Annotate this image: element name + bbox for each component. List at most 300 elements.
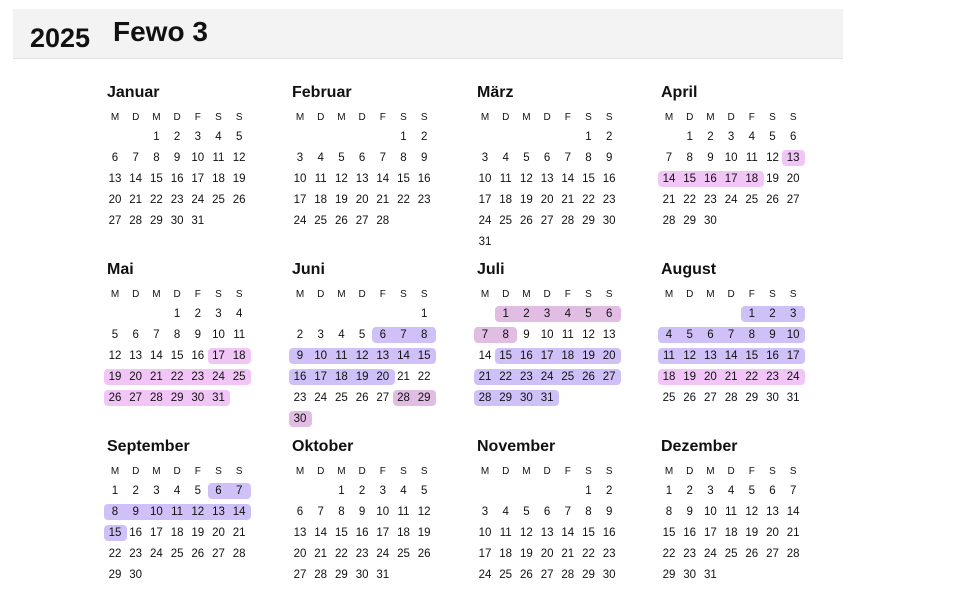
- day-cell[interactable]: 19: [232, 173, 246, 185]
- day-cell[interactable]: 28: [724, 392, 738, 404]
- day-cell[interactable]: 17: [540, 350, 554, 362]
- day-cell[interactable]: 13: [786, 152, 800, 164]
- day-cell[interactable]: 21: [149, 371, 163, 383]
- day-cell[interactable]: 16: [417, 173, 431, 185]
- day-cell[interactable]: 25: [499, 215, 513, 227]
- day-cell[interactable]: 4: [338, 329, 345, 341]
- day-cell[interactable]: 15: [149, 173, 163, 185]
- day-cell[interactable]: 28: [149, 392, 163, 404]
- day-cell[interactable]: 12: [519, 173, 533, 185]
- day-cell[interactable]: 18: [334, 371, 348, 383]
- day-cell[interactable]: 30: [703, 215, 717, 227]
- day-cell[interactable]: 10: [149, 506, 163, 518]
- day-cell[interactable]: 14: [724, 350, 738, 362]
- day-cell[interactable]: 30: [170, 215, 184, 227]
- day-cell[interactable]: 23: [602, 548, 616, 560]
- day-cell[interactable]: 31: [191, 215, 205, 227]
- day-cell[interactable]: 12: [745, 506, 759, 518]
- day-cell[interactable]: 4: [502, 152, 509, 164]
- day-cell[interactable]: 20: [540, 548, 554, 560]
- day-cell[interactable]: 21: [478, 371, 492, 383]
- day-cell[interactable]: 28: [561, 569, 575, 581]
- day-cell[interactable]: 12: [232, 152, 246, 164]
- day-cell[interactable]: 15: [499, 350, 513, 362]
- day-cell[interactable]: 7: [727, 329, 735, 341]
- day-cell[interactable]: 18: [397, 527, 410, 539]
- day-cell[interactable]: 1: [111, 485, 119, 497]
- day-cell[interactable]: 25: [724, 548, 738, 560]
- day-cell[interactable]: 16: [602, 173, 616, 185]
- day-cell[interactable]: 27: [540, 215, 554, 227]
- day-cell[interactable]: 12: [582, 329, 595, 341]
- day-cell[interactable]: 22: [397, 194, 410, 206]
- day-cell[interactable]: 13: [766, 506, 779, 518]
- day-cell[interactable]: 2: [605, 485, 613, 497]
- day-cell[interactable]: 4: [727, 485, 735, 497]
- day-cell[interactable]: 22: [170, 371, 184, 383]
- day-cell[interactable]: 12: [519, 527, 533, 539]
- day-cell[interactable]: 14: [232, 506, 246, 518]
- day-cell[interactable]: 2: [358, 485, 366, 497]
- day-cell[interactable]: 12: [334, 173, 348, 185]
- day-cell[interactable]: 18: [314, 194, 328, 206]
- day-cell[interactable]: 6: [379, 329, 386, 341]
- day-cell[interactable]: 15: [745, 350, 759, 362]
- day-cell[interactable]: 6: [358, 152, 366, 164]
- day-cell[interactable]: 15: [397, 173, 410, 185]
- day-cell[interactable]: 5: [338, 152, 345, 164]
- day-cell[interactable]: 23: [602, 194, 616, 206]
- day-cell[interactable]: 9: [605, 506, 613, 518]
- day-cell[interactable]: 24: [212, 371, 225, 383]
- day-cell[interactable]: 26: [108, 392, 122, 404]
- day-cell[interactable]: 29: [417, 392, 431, 404]
- day-cell[interactable]: 7: [789, 485, 797, 497]
- day-cell[interactable]: 17: [786, 350, 800, 362]
- day-cell[interactable]: 29: [149, 215, 163, 227]
- day-cell[interactable]: 13: [293, 527, 307, 539]
- day-cell[interactable]: 28: [561, 215, 575, 227]
- day-cell[interactable]: 1: [686, 131, 693, 143]
- day-cell[interactable]: 14: [314, 527, 328, 539]
- day-cell[interactable]: 30: [766, 392, 779, 404]
- day-cell[interactable]: 12: [191, 506, 205, 518]
- day-cell[interactable]: 26: [582, 371, 595, 383]
- day-cell[interactable]: 6: [707, 329, 714, 341]
- day-cell[interactable]: 28: [232, 548, 246, 560]
- day-cell[interactable]: 27: [376, 392, 390, 404]
- day-cell[interactable]: 9: [296, 350, 304, 362]
- day-cell[interactable]: 8: [420, 329, 428, 341]
- day-cell[interactable]: 15: [334, 527, 348, 539]
- day-cell[interactable]: 3: [194, 131, 201, 143]
- day-cell[interactable]: 10: [376, 506, 390, 518]
- day-cell[interactable]: 24: [314, 392, 328, 404]
- day-cell[interactable]: 2: [707, 131, 714, 143]
- day-cell[interactable]: 10: [724, 152, 738, 164]
- day-cell[interactable]: 16: [355, 527, 369, 539]
- day-cell[interactable]: 5: [111, 329, 119, 341]
- day-cell[interactable]: 15: [582, 173, 595, 185]
- day-cell[interactable]: 19: [582, 350, 595, 362]
- day-cell[interactable]: 17: [376, 527, 390, 539]
- day-cell[interactable]: 9: [523, 329, 530, 341]
- day-cell[interactable]: 25: [499, 569, 513, 581]
- day-cell[interactable]: 22: [149, 194, 163, 206]
- day-cell[interactable]: 14: [129, 173, 143, 185]
- day-cell[interactable]: 8: [748, 329, 755, 341]
- day-cell[interactable]: 16: [766, 350, 779, 362]
- day-cell[interactable]: 26: [519, 569, 533, 581]
- day-cell[interactable]: 11: [233, 329, 246, 341]
- day-cell[interactable]: 11: [499, 173, 512, 185]
- day-cell[interactable]: 26: [745, 548, 759, 560]
- day-cell[interactable]: 6: [543, 152, 551, 164]
- day-cell[interactable]: 25: [314, 215, 328, 227]
- day-cell[interactable]: 1: [748, 308, 755, 320]
- day-cell[interactable]: 7: [235, 485, 243, 497]
- day-cell[interactable]: 14: [561, 173, 575, 185]
- day-cell[interactable]: 23: [417, 194, 431, 206]
- day-cell[interactable]: 13: [108, 173, 122, 185]
- day-cell[interactable]: 23: [703, 194, 717, 206]
- day-cell[interactable]: 8: [400, 152, 407, 164]
- day-cell[interactable]: 22: [683, 194, 697, 206]
- day-cell[interactable]: 30: [293, 413, 307, 425]
- day-cell[interactable]: 30: [191, 392, 205, 404]
- day-cell[interactable]: 2: [769, 308, 776, 320]
- day-cell[interactable]: 30: [519, 392, 533, 404]
- day-cell[interactable]: 3: [481, 506, 489, 518]
- day-cell[interactable]: 13: [602, 329, 616, 341]
- day-cell[interactable]: 3: [543, 308, 551, 320]
- day-cell[interactable]: 28: [376, 215, 390, 227]
- day-cell[interactable]: 23: [519, 371, 533, 383]
- day-cell[interactable]: 5: [194, 485, 201, 497]
- day-cell[interactable]: 11: [499, 527, 512, 539]
- day-cell[interactable]: 5: [358, 329, 366, 341]
- day-cell[interactable]: 16: [602, 527, 616, 539]
- day-cell[interactable]: 21: [314, 548, 328, 560]
- day-cell[interactable]: 4: [215, 131, 222, 143]
- day-cell[interactable]: 25: [334, 392, 348, 404]
- day-cell[interactable]: 10: [786, 329, 800, 341]
- day-cell[interactable]: 8: [338, 506, 345, 518]
- day-cell[interactable]: 13: [376, 350, 390, 362]
- day-cell[interactable]: 24: [540, 371, 554, 383]
- day-cell[interactable]: 28: [662, 215, 676, 227]
- day-cell[interactable]: 22: [334, 548, 348, 560]
- day-cell[interactable]: 6: [543, 506, 551, 518]
- day-cell[interactable]: 11: [745, 152, 758, 164]
- day-cell[interactable]: 9: [769, 329, 776, 341]
- day-cell[interactable]: 31: [212, 392, 225, 404]
- day-cell[interactable]: 1: [420, 308, 428, 320]
- day-cell[interactable]: 17: [314, 371, 328, 383]
- day-cell[interactable]: 24: [478, 569, 492, 581]
- day-cell[interactable]: 10: [191, 152, 205, 164]
- day-cell[interactable]: 30: [355, 569, 369, 581]
- day-cell[interactable]: 30: [129, 569, 143, 581]
- day-cell[interactable]: 8: [585, 506, 592, 518]
- day-cell[interactable]: 3: [296, 152, 304, 164]
- day-cell[interactable]: 17: [724, 173, 738, 185]
- day-cell[interactable]: 7: [564, 506, 571, 518]
- day-cell[interactable]: 27: [108, 215, 122, 227]
- day-cell[interactable]: 10: [703, 506, 717, 518]
- day-cell[interactable]: 29: [499, 392, 513, 404]
- day-cell[interactable]: 3: [215, 308, 222, 320]
- day-cell[interactable]: 12: [766, 152, 779, 164]
- day-cell[interactable]: 4: [665, 329, 673, 341]
- day-cell[interactable]: 25: [232, 371, 246, 383]
- day-cell[interactable]: 1: [153, 131, 160, 143]
- day-cell[interactable]: 11: [725, 506, 738, 518]
- day-cell[interactable]: 20: [766, 527, 779, 539]
- day-cell[interactable]: 1: [665, 485, 673, 497]
- day-cell[interactable]: 21: [232, 527, 246, 539]
- day-cell[interactable]: 14: [561, 527, 575, 539]
- day-cell[interactable]: 23: [191, 371, 205, 383]
- day-cell[interactable]: 21: [786, 527, 800, 539]
- day-cell[interactable]: 8: [173, 329, 181, 341]
- day-cell[interactable]: 6: [215, 485, 222, 497]
- day-cell[interactable]: 5: [769, 131, 776, 143]
- day-cell[interactable]: 10: [212, 329, 225, 341]
- day-cell[interactable]: 6: [769, 485, 776, 497]
- day-cell[interactable]: 11: [171, 506, 184, 518]
- day-cell[interactable]: 17: [149, 527, 163, 539]
- day-cell[interactable]: 25: [745, 194, 759, 206]
- day-cell[interactable]: 8: [686, 152, 693, 164]
- day-cell[interactable]: 10: [314, 350, 328, 362]
- day-cell[interactable]: 6: [111, 152, 119, 164]
- day-cell[interactable]: 9: [358, 506, 366, 518]
- day-cell[interactable]: 25: [212, 194, 225, 206]
- day-cell[interactable]: 27: [129, 392, 143, 404]
- day-cell[interactable]: 15: [662, 527, 676, 539]
- day-cell[interactable]: 1: [502, 308, 509, 320]
- day-cell[interactable]: 4: [564, 308, 571, 320]
- day-cell[interactable]: 7: [400, 329, 407, 341]
- day-cell[interactable]: 1: [173, 308, 181, 320]
- day-cell[interactable]: 23: [766, 371, 779, 383]
- day-cell[interactable]: 4: [173, 485, 181, 497]
- day-cell[interactable]: 8: [153, 152, 160, 164]
- day-cell[interactable]: 27: [293, 569, 307, 581]
- day-cell[interactable]: 3: [379, 485, 386, 497]
- day-cell[interactable]: 20: [376, 371, 390, 383]
- day-cell[interactable]: 13: [540, 173, 554, 185]
- day-cell[interactable]: 29: [662, 569, 676, 581]
- day-cell[interactable]: 5: [748, 485, 755, 497]
- day-cell[interactable]: 15: [170, 350, 184, 362]
- day-cell[interactable]: 13: [212, 506, 225, 518]
- day-cell[interactable]: 12: [417, 506, 431, 518]
- day-cell[interactable]: 26: [355, 392, 369, 404]
- day-cell[interactable]: 29: [745, 392, 759, 404]
- day-cell[interactable]: 17: [478, 548, 492, 560]
- day-cell[interactable]: 2: [605, 131, 613, 143]
- day-cell[interactable]: 3: [481, 152, 489, 164]
- day-cell[interactable]: 3: [727, 131, 735, 143]
- day-cell[interactable]: 24: [376, 548, 390, 560]
- day-cell[interactable]: 1: [338, 485, 345, 497]
- day-cell[interactable]: 17: [293, 194, 307, 206]
- day-cell[interactable]: 3: [317, 329, 324, 341]
- day-cell[interactable]: 9: [173, 152, 181, 164]
- day-cell[interactable]: 7: [379, 152, 386, 164]
- day-cell[interactable]: 29: [582, 215, 595, 227]
- day-cell[interactable]: 4: [317, 152, 324, 164]
- day-cell[interactable]: 2: [296, 329, 304, 341]
- day-cell[interactable]: 9: [420, 152, 428, 164]
- day-cell[interactable]: 16: [129, 527, 143, 539]
- day-cell[interactable]: 19: [334, 194, 348, 206]
- day-cell[interactable]: 15: [108, 527, 122, 539]
- day-cell[interactable]: 22: [108, 548, 122, 560]
- day-cell[interactable]: 10: [478, 173, 492, 185]
- day-cell[interactable]: 21: [397, 371, 410, 383]
- day-cell[interactable]: 31: [478, 236, 492, 248]
- day-cell[interactable]: 14: [376, 173, 390, 185]
- day-cell[interactable]: 4: [748, 131, 755, 143]
- day-cell[interactable]: 13: [355, 173, 369, 185]
- day-cell[interactable]: 26: [683, 392, 697, 404]
- day-cell[interactable]: 8: [502, 329, 509, 341]
- day-cell[interactable]: 6: [605, 308, 613, 320]
- day-cell[interactable]: 31: [786, 392, 800, 404]
- day-cell[interactable]: 18: [232, 350, 246, 362]
- day-cell[interactable]: 20: [212, 527, 225, 539]
- day-cell[interactable]: 11: [397, 506, 410, 518]
- day-cell[interactable]: 12: [108, 350, 122, 362]
- day-cell[interactable]: 24: [149, 548, 163, 560]
- day-cell[interactable]: 25: [662, 392, 676, 404]
- day-cell[interactable]: 16: [519, 350, 533, 362]
- day-cell[interactable]: 28: [129, 215, 143, 227]
- day-cell[interactable]: 7: [153, 329, 160, 341]
- day-cell[interactable]: 31: [703, 569, 717, 581]
- day-cell[interactable]: 10: [540, 329, 554, 341]
- day-cell[interactable]: 12: [355, 350, 369, 362]
- day-cell[interactable]: 30: [683, 569, 697, 581]
- day-cell[interactable]: 10: [478, 527, 492, 539]
- day-cell[interactable]: 1: [585, 485, 592, 497]
- day-cell[interactable]: 20: [602, 350, 616, 362]
- day-cell[interactable]: 3: [789, 308, 797, 320]
- day-cell[interactable]: 19: [355, 371, 369, 383]
- day-cell[interactable]: 13: [703, 350, 717, 362]
- day-cell[interactable]: 29: [582, 569, 595, 581]
- day-cell[interactable]: 19: [683, 371, 697, 383]
- day-cell[interactable]: 14: [478, 350, 492, 362]
- day-cell[interactable]: 22: [662, 548, 676, 560]
- day-cell[interactable]: 16: [293, 371, 307, 383]
- day-cell[interactable]: 16: [683, 527, 697, 539]
- day-cell[interactable]: 19: [519, 194, 533, 206]
- day-cell[interactable]: 24: [191, 194, 205, 206]
- day-cell[interactable]: 16: [703, 173, 717, 185]
- day-cell[interactable]: 24: [478, 215, 492, 227]
- day-cell[interactable]: 4: [502, 506, 509, 518]
- day-cell[interactable]: 4: [400, 485, 407, 497]
- day-cell[interactable]: 14: [397, 350, 410, 362]
- day-cell[interactable]: 25: [397, 548, 410, 560]
- day-cell[interactable]: 19: [766, 173, 779, 185]
- day-cell[interactable]: 9: [605, 152, 613, 164]
- day-cell[interactable]: 8: [585, 152, 592, 164]
- day-cell[interactable]: 28: [397, 392, 410, 404]
- day-cell[interactable]: 22: [417, 371, 431, 383]
- day-cell[interactable]: 9: [686, 506, 693, 518]
- day-cell[interactable]: 31: [376, 569, 390, 581]
- day-cell[interactable]: 20: [786, 173, 800, 185]
- day-cell[interactable]: 14: [149, 350, 163, 362]
- day-cell[interactable]: 22: [745, 371, 759, 383]
- day-cell[interactable]: 20: [703, 371, 717, 383]
- day-cell[interactable]: 2: [420, 131, 428, 143]
- day-cell[interactable]: 17: [191, 173, 205, 185]
- day-cell[interactable]: 24: [724, 194, 738, 206]
- day-cell[interactable]: 19: [108, 371, 122, 383]
- day-cell[interactable]: 2: [686, 485, 693, 497]
- day-cell[interactable]: 25: [561, 371, 575, 383]
- day-cell[interactable]: 27: [703, 392, 717, 404]
- day-cell[interactable]: 28: [314, 569, 328, 581]
- day-cell[interactable]: 7: [481, 329, 489, 341]
- day-cell[interactable]: 23: [170, 194, 184, 206]
- day-cell[interactable]: 20: [293, 548, 307, 560]
- day-cell[interactable]: 2: [173, 131, 181, 143]
- day-cell[interactable]: 27: [766, 548, 779, 560]
- day-cell[interactable]: 15: [582, 527, 595, 539]
- day-cell[interactable]: 23: [293, 392, 307, 404]
- day-cell[interactable]: 28: [478, 392, 492, 404]
- day-cell[interactable]: 19: [191, 527, 205, 539]
- day-cell[interactable]: 30: [602, 215, 616, 227]
- day-cell[interactable]: 2: [132, 485, 139, 497]
- day-cell[interactable]: 29: [683, 215, 697, 227]
- day-cell[interactable]: 15: [417, 350, 431, 362]
- day-cell[interactable]: 7: [564, 152, 571, 164]
- day-cell[interactable]: 26: [334, 215, 348, 227]
- day-cell[interactable]: 5: [235, 131, 243, 143]
- day-cell[interactable]: 18: [662, 371, 676, 383]
- day-cell[interactable]: 9: [132, 506, 139, 518]
- day-cell[interactable]: 7: [132, 152, 139, 164]
- day-cell[interactable]: 25: [170, 548, 184, 560]
- day-cell[interactable]: 26: [519, 215, 533, 227]
- day-cell[interactable]: 24: [786, 371, 800, 383]
- day-cell[interactable]: 11: [663, 350, 675, 362]
- day-cell[interactable]: 11: [314, 173, 327, 185]
- day-cell[interactable]: 4: [235, 308, 243, 320]
- day-cell[interactable]: 21: [662, 194, 676, 206]
- day-cell[interactable]: 14: [786, 506, 800, 518]
- day-cell[interactable]: 9: [194, 329, 201, 341]
- day-cell[interactable]: 5: [523, 506, 530, 518]
- day-cell[interactable]: 18: [499, 548, 513, 560]
- day-cell[interactable]: 11: [561, 329, 574, 341]
- day-cell[interactable]: 8: [111, 506, 119, 518]
- day-cell[interactable]: 24: [293, 215, 307, 227]
- day-cell[interactable]: 6: [132, 329, 139, 341]
- day-cell[interactable]: 21: [561, 548, 575, 560]
- day-cell[interactable]: 7: [665, 152, 673, 164]
- day-cell[interactable]: 18: [561, 350, 575, 362]
- day-cell[interactable]: 20: [540, 194, 554, 206]
